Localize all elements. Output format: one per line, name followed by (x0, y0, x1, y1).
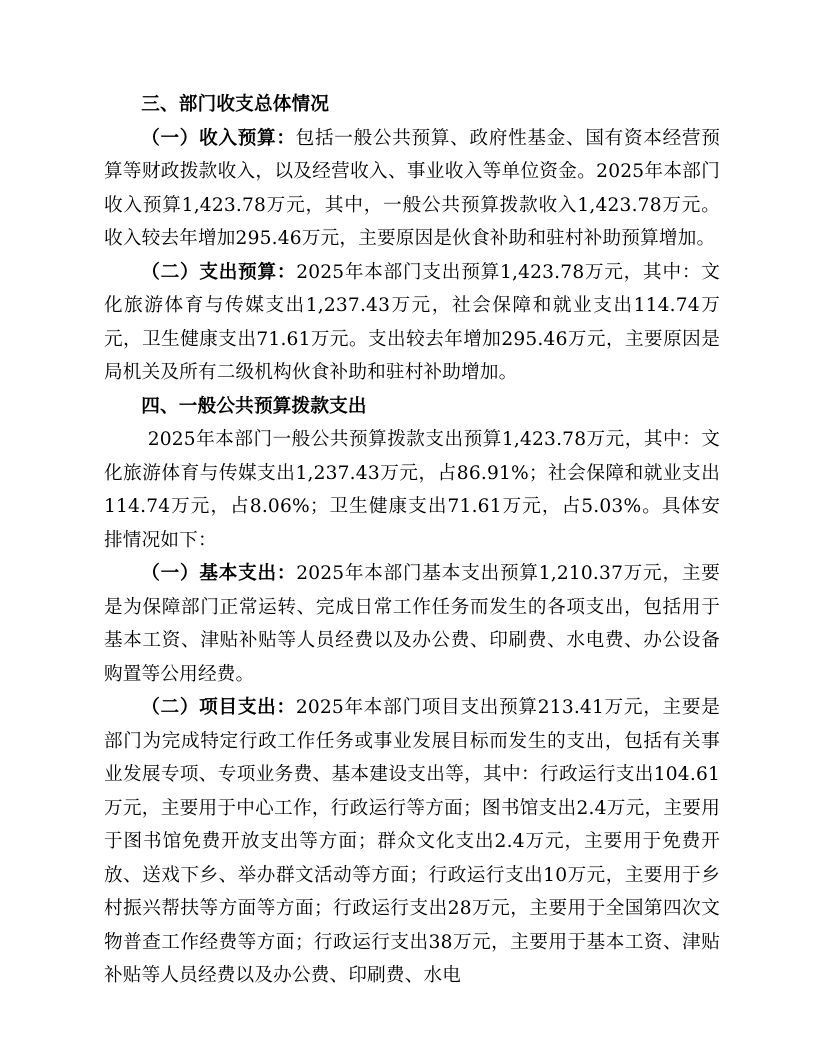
section-heading-3: 三、部门收支总体情况 (141, 94, 330, 115)
paragraph-text-general-budget-intro: 2025年本部门一般公共预算拨款支出预算1,423.78万元，其中：文化旅游体育与传媒支出1,237.43万元，占86.91%；社会保障和就业支出114.74万元，占8.06%；卫生健康支出71.61万元，占5.03%。具体安排情况如下： (104, 429, 720, 551)
paragraph-expenditure-budget (104, 256, 720, 390)
section-heading-4: 四、一般公共预算拨款支出 (141, 395, 367, 417)
paragraph-text-basic-expenditure: 2025年本部门基本支出预算1,210.37万元，主要是为保障部门正常运转、完成日常工作任务而发生的各项支出，包括用于基本工资、津贴补贴等人员经费以及办公费、印刷费、水电费、办公设备购置等公用经费。 (104, 563, 720, 685)
paragraph-lead-project-expenditure: （二）项目支出： (141, 697, 296, 718)
paragraph-income-budget (104, 122, 720, 256)
paragraph-text-expenditure-budget: 2025年本部门支出预算1,423.78万元，其中：文化旅游体育与传媒支出1,237.43万元，社会保障和就业支出114.74万元，卫生健康支出71.61万元。支出较去年增加295.46万元，主要原因是局机关及所有二级机构伙食补助和驻村补助增加。 (104, 261, 720, 383)
paragraph-text-project-expenditure: 2025年本部门项目支出预算213.41万元，主要是部门为完成特定行政工作任务或事业发展目标而发生的支出，包括有关事业发展专项、专项业务费、基本建设支出等，其中：行政运行支出104.61万元，主要用于中心工作，行政运行等方面；图书馆支出2.4万元，主要用于图书馆免费开放支出等方面；群众文化支出2.4万元，主要用于免费开放、送戏下乡、举办群文活动等方面；行政运行支出10万元，主要用于乡村振兴帮扶等方面等方面；行政运行支出28万元，主要用于全国第四次文物普查工作经费等方面；行政运行支出38万元，主要用于基本工资、津贴补贴等人员经费以及办公费、印刷费、水电 (104, 697, 720, 986)
paragraph-project-expenditure (104, 691, 720, 993)
document-body (104, 88, 720, 993)
paragraph-lead-expenditure-budget: （二）支出预算： (141, 261, 297, 283)
paragraph-lead-basic-expenditure: （一）基本支出： (141, 563, 297, 584)
paragraph-lead-income-budget: （一）收入预算： (141, 127, 296, 149)
paragraph-basic-expenditure (104, 557, 720, 691)
paragraph-general-budget-intro (104, 423, 720, 557)
paragraph-text-income-budget: 包括一般公共预算、政府性基金、国有资本经营预算等财政拨款收入，以及经营收入、事业收入等单位资金。2025年本部门收入预算1,423.78万元，其中，一般公共预算拨款收入1,423.78万元。收入较去年增加295.46万元，主要原因是伙食补助和驻村补助预算增加。 (104, 127, 720, 249)
